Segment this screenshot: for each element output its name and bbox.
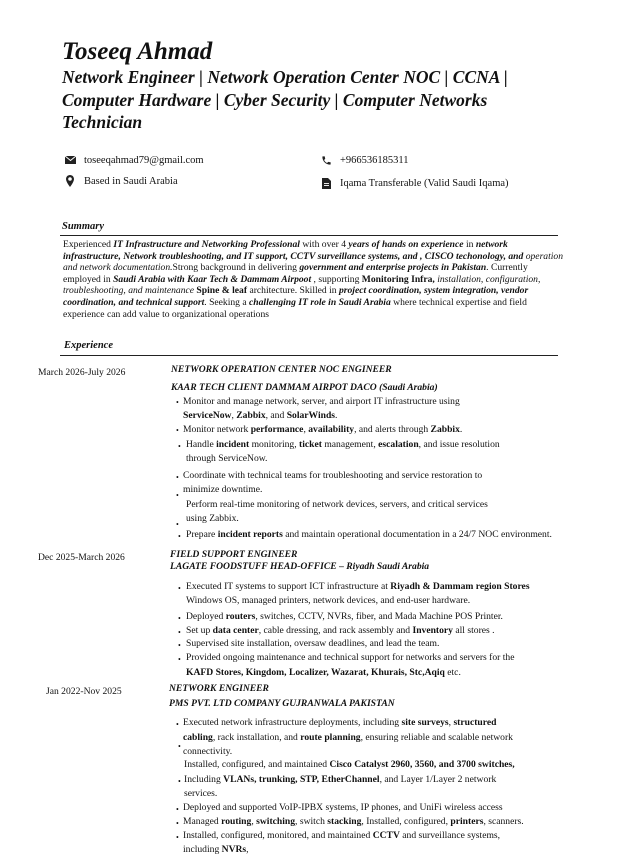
headline-line: Network Engineer | Network Operation Center NOC | CCNA |: [62, 67, 508, 87]
location-text: Based in Saudi Arabia: [84, 175, 178, 187]
job-company: LAGATE FOODSTUFF HEAD-OFFICE – Riyadh Saudi Arabia: [170, 561, 430, 572]
job-bullet-text: cabling, rack installation, and route planning, ensuring reliable and scalable network: [183, 732, 513, 743]
experience-divider: [60, 355, 558, 356]
job-bullet-text: through ServiceNow.: [186, 453, 268, 464]
job-bullet-text: KAFD Stores, Kingdom, Localizer, Wazarat, Khurais, Stc,Aqiq etc.: [186, 667, 461, 678]
bullet: •: [176, 473, 179, 482]
bullet: •: [176, 426, 179, 435]
headline: [62, 66, 562, 134]
location-pin-icon: [62, 175, 78, 187]
email-contact[interactable]: [62, 154, 204, 166]
job-title: NETWORK ENGINEER: [169, 683, 269, 694]
bullet: •: [178, 628, 181, 637]
job-company: PMS PVT. LTD COMPANY GUJRANWALA PAKISTAN: [169, 698, 395, 709]
job-bullet-text: Installed, configured, monitored, and maintained CCTV and surveillance systems,: [183, 830, 501, 841]
headline-line: Technician: [62, 112, 143, 132]
job-bullet-text: Managed routing, switching, switch stacking, Installed, configured, printers, scanners.: [183, 816, 524, 827]
bullet: •: [178, 442, 181, 451]
job-bullet-text: services.: [184, 788, 218, 799]
bullet: •: [178, 655, 181, 664]
candidate-name: Toseeq Ahmad: [62, 38, 213, 65]
job-bullet-text: Provided ongoing maintenance and technical support for networks and servers for the: [186, 652, 515, 663]
job-bullet-text: Prepare incident reports and maintain operational documentation in a 24/7 NOC environment.: [186, 529, 552, 540]
job-bullet-text: Executed network infrastructure deployments, including site surveys, structured: [183, 717, 497, 728]
bullet: •: [178, 742, 181, 751]
experience-heading: Experience: [64, 340, 113, 351]
bullet: •: [176, 520, 179, 529]
iqama-contact: [318, 177, 509, 189]
job-date: Jan 2022-Nov 2025: [46, 686, 122, 697]
phone-icon: [318, 154, 334, 166]
job-title: FIELD SUPPORT ENGINEER: [170, 549, 298, 560]
bullet: •: [176, 833, 179, 842]
job-bullet-text: Coordinate with technical teams for troubleshooting and service restoration to: [183, 470, 483, 481]
job-date: March 2026-July 2026: [38, 367, 126, 378]
bullet: •: [176, 805, 179, 814]
headline-line: Computer Hardware | Cyber Security | Computer Networks: [62, 89, 488, 110]
job-bullet-text: using Zabbix.: [186, 513, 239, 524]
job-company: KAAR TECH CLIENT DAMMAM AIRPOT DACO (Saudi Arabia): [171, 382, 438, 393]
bullet: •: [176, 491, 179, 500]
phone-contact[interactable]: [318, 154, 409, 166]
job-bullet-text: Monitor and manage network, server, and airport IT infrastructure using: [183, 396, 460, 407]
document-icon: [318, 177, 334, 189]
bullet: •: [176, 398, 179, 407]
bullet: •: [176, 819, 179, 828]
job-bullet-text: Installed, configured, and maintained Cisco Catalyst 2960, 3560, and 3700 switches,: [184, 759, 515, 770]
job-bullet-text: Set up data center, cable dressing, and rack assembly and Inventory all stores .: [186, 625, 495, 636]
job-bullet-text: including NVRs,: [183, 844, 249, 855]
job-bullet-text: Perform real-time monitoring of network devices, servers, and critical services: [186, 499, 488, 510]
job-bullet-text: connectivity.: [183, 746, 233, 757]
bullet: •: [178, 584, 181, 593]
job-bullet-text: ServiceNow, Zabbix, and SolarWinds.: [183, 410, 338, 421]
phone-text[interactable]: +966536185311: [340, 154, 409, 166]
iqama-text: Iqama Transferable (Valid Saudi Iqama): [340, 177, 509, 189]
job-bullet-text: Deployed and supported VoIP-IPBX systems, IP phones, and UniFi wireless access: [183, 802, 503, 813]
job-bullet-text: Executed IT systems to support ICT infrastructure at Riyadh & Dammam region Stores: [186, 581, 530, 592]
job-bullet-text: minimize downtime.: [183, 484, 263, 495]
bullet: •: [178, 777, 181, 786]
bullet: •: [178, 614, 181, 623]
bullet: •: [178, 641, 181, 650]
job-bullet-text: Including VLANs, trunking, STP, EtherChannel, and Layer 1/Layer 2 network: [184, 774, 497, 785]
bullet: •: [176, 720, 179, 729]
envelope-icon: [62, 154, 78, 166]
job-bullet-text: Monitor network performance, availability, and alerts through Zabbix.: [183, 424, 463, 435]
job-bullet-text: Windows OS, managed printers, network devices, and end-user hardware.: [186, 595, 471, 606]
location-contact: [62, 175, 178, 187]
job-title: NETWORK OPERATION CENTER NOC ENGINEER: [171, 364, 392, 375]
bullet: •: [178, 532, 181, 541]
summary-heading: Summary: [62, 221, 105, 232]
job-bullet-text: Deployed routers, switches, CCTV, NVRs, fiber, and Mada Machine POS Printer.: [186, 611, 503, 622]
email-text[interactable]: toseeqahmad79@gmail.com: [84, 154, 204, 166]
job-date: Dec 2025-March 2026: [38, 552, 125, 563]
summary-paragraph: Experienced IT Infrastructure and Networking Professional with over 4 years of hands on experience in network infrastructure, Network troubleshooting, and IT support, CCTV surveillance systems, and , CISCO techonology, and operation and network documentation.Strong background in delivering government and enterprise projects in Pakistan. Currently employed in Saudi Arabia with Kaar Tech & Dammam Airpoot , supporting Monitoring Infra, installation, configuration, troubleshooting, and maintenance Spine & leaf architecture. Skilled in project coordination, system integration, vendor coordination, and technical support. Seeking a challenging IT role in Saudi Arabia where technical expertise and field experience can add value to organizational operations: [63, 239, 564, 320]
job-bullet-text: Handle incident monitoring, ticket management, escalation, and issue resolution: [186, 439, 500, 450]
summary-divider: [60, 235, 558, 236]
job-bullet-text: Supervised site installation, oversaw deadlines, and lead the team.: [186, 638, 440, 649]
